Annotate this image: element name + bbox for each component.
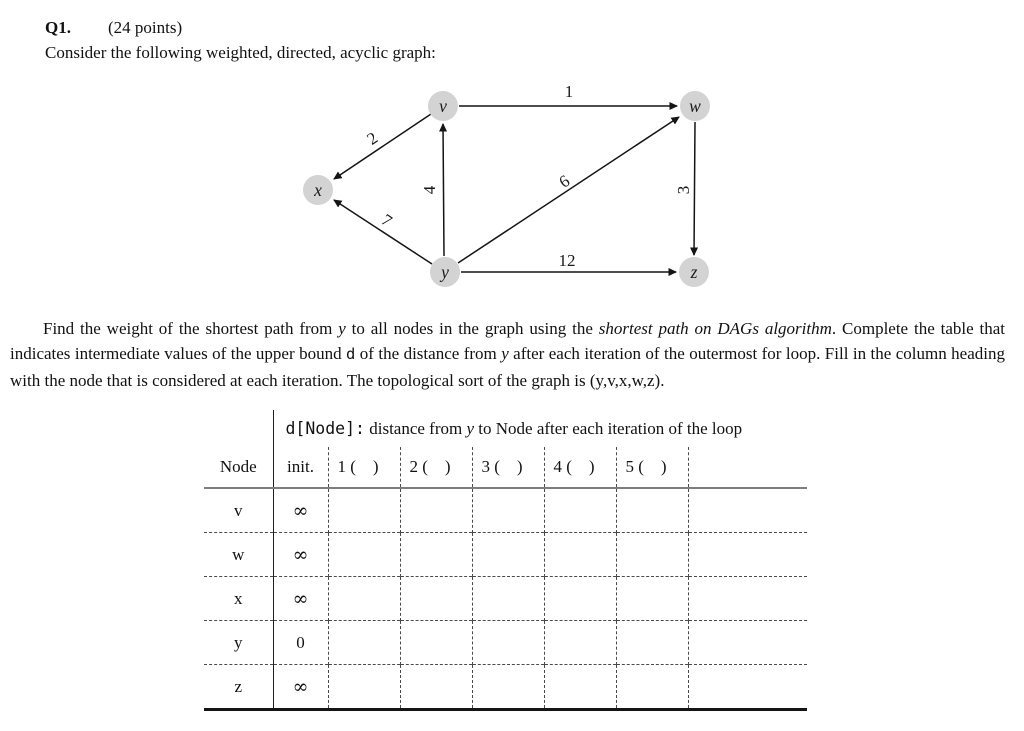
fill-in-cell xyxy=(616,621,688,665)
iteration-3-header: 3 ( ) xyxy=(472,447,544,488)
instructions-paragraph xyxy=(10,316,1005,393)
row-label-x: x xyxy=(204,577,273,621)
fill-in-cell xyxy=(472,577,544,621)
init-value-y: 0 xyxy=(273,621,328,665)
init-column-header: init. xyxy=(273,447,328,488)
node-column-header: Node xyxy=(204,447,273,488)
intro-text: Consider the following weighted, directed, acyclic graph: xyxy=(45,43,436,62)
table-row-z xyxy=(204,665,807,710)
caption-spacer-cell xyxy=(204,410,273,447)
fill-in-cell xyxy=(544,577,616,621)
fill-in-cell xyxy=(616,665,688,710)
graph-edge-w-z xyxy=(694,122,695,255)
trailing-header-cell xyxy=(688,447,807,488)
iteration-5-header: 5 ( ) xyxy=(616,447,688,488)
para-algorithm-name: shortest path on DAGs algorithm xyxy=(598,319,832,338)
fill-in-cell xyxy=(616,577,688,621)
init-value-z: ∞ xyxy=(292,675,309,698)
caption-code-dnode: d[Node]: xyxy=(285,418,365,438)
para-text: to all nodes in the graph using the xyxy=(345,319,599,338)
fill-in-cell xyxy=(688,665,807,710)
graph-node-label-x: x xyxy=(314,180,322,200)
iteration-4-header: 4 ( ) xyxy=(544,447,616,488)
fill-in-cell xyxy=(328,488,400,533)
fill-in-cell xyxy=(400,577,472,621)
fill-in-cell xyxy=(400,488,472,533)
caption-text: to Node after each iteration of the loop xyxy=(474,418,743,438)
edge-weight-v-x: 2 xyxy=(363,128,382,149)
table-row-v xyxy=(204,488,807,533)
question-title-line xyxy=(45,15,436,40)
table-caption-row xyxy=(204,410,807,447)
graph-node-label-y: y xyxy=(441,262,449,282)
question-number: Q1. xyxy=(45,18,71,37)
row-label-v: v xyxy=(234,500,243,520)
fill-in-cell xyxy=(400,665,472,710)
edge-weight-y-z: 12 xyxy=(558,251,576,270)
graph-edge-y-v xyxy=(443,124,444,256)
iteration-1-header: 1 ( ) xyxy=(328,447,400,488)
dag-diagram xyxy=(280,78,720,290)
row-label-y: y xyxy=(204,621,273,665)
para-code-d: d xyxy=(346,345,356,364)
fill-in-cell xyxy=(616,533,688,577)
para-text: after each iteration of the outermost for loop. Fill in the column heading with the node that is considered at each iteration. The topological sort of the graph is (y,v,x,w,z). xyxy=(10,344,1005,390)
fill-in-cell xyxy=(328,533,400,577)
fill-in-cell xyxy=(688,621,807,665)
para-math-y: y xyxy=(338,319,346,338)
fill-in-cell xyxy=(472,621,544,665)
fill-in-cell xyxy=(328,577,400,621)
fill-in-cell xyxy=(400,621,472,665)
caption-text: distance from xyxy=(364,418,467,438)
fill-in-cell xyxy=(544,533,616,577)
graph-node-label-v: v xyxy=(439,96,447,116)
edge-weight-w-z: 3 xyxy=(674,185,693,195)
points-label: (24 points) xyxy=(107,18,183,37)
table-row-x xyxy=(204,577,807,621)
fill-in-cell xyxy=(328,665,400,710)
para-text: . Complete the table that indicates intermediate values of the upper bound xyxy=(10,319,1005,364)
edge-weight-v-w: 1 xyxy=(564,82,574,101)
init-value-x: ∞ xyxy=(292,587,309,610)
graph-edge-v-x xyxy=(334,114,431,179)
fill-in-cell xyxy=(688,488,807,533)
fill-in-cell xyxy=(688,577,807,621)
graph-node-label-z: z xyxy=(690,262,698,282)
fill-in-cell xyxy=(328,621,400,665)
para-math-y: y xyxy=(501,344,509,364)
edge-weight-y-w: 6 xyxy=(555,171,574,192)
init-value-v: ∞ xyxy=(292,499,309,522)
row-label-z: z xyxy=(204,665,273,710)
distance-table xyxy=(204,410,807,711)
table-row-y xyxy=(204,621,807,665)
graph-node-label-w: w xyxy=(689,96,701,116)
fill-in-cell xyxy=(472,533,544,577)
fill-in-cell xyxy=(472,488,544,533)
table-row-w xyxy=(204,533,807,577)
edge-weight-y-x: 7 xyxy=(377,210,396,231)
fill-in-cell xyxy=(544,665,616,710)
fill-in-cell xyxy=(616,488,688,533)
row-label-w: w xyxy=(204,533,273,577)
init-value-w: ∞ xyxy=(292,543,309,566)
para-text: of the distance from xyxy=(355,344,502,364)
fill-in-cell xyxy=(544,621,616,665)
fill-in-cell xyxy=(400,533,472,577)
graph-edge-y-x xyxy=(334,200,432,264)
question-header xyxy=(45,15,436,65)
para-text: Find the weight of the shortest path from xyxy=(43,319,339,338)
edge-weight-y-v: 4 xyxy=(420,185,439,195)
table-caption xyxy=(273,410,807,447)
iteration-2-header: 2 ( ) xyxy=(400,447,472,488)
caption-math-y: y xyxy=(466,418,475,438)
fill-in-cell xyxy=(688,533,807,577)
fill-in-cell xyxy=(544,488,616,533)
fill-in-cell xyxy=(472,665,544,710)
table-header-row xyxy=(204,447,807,488)
